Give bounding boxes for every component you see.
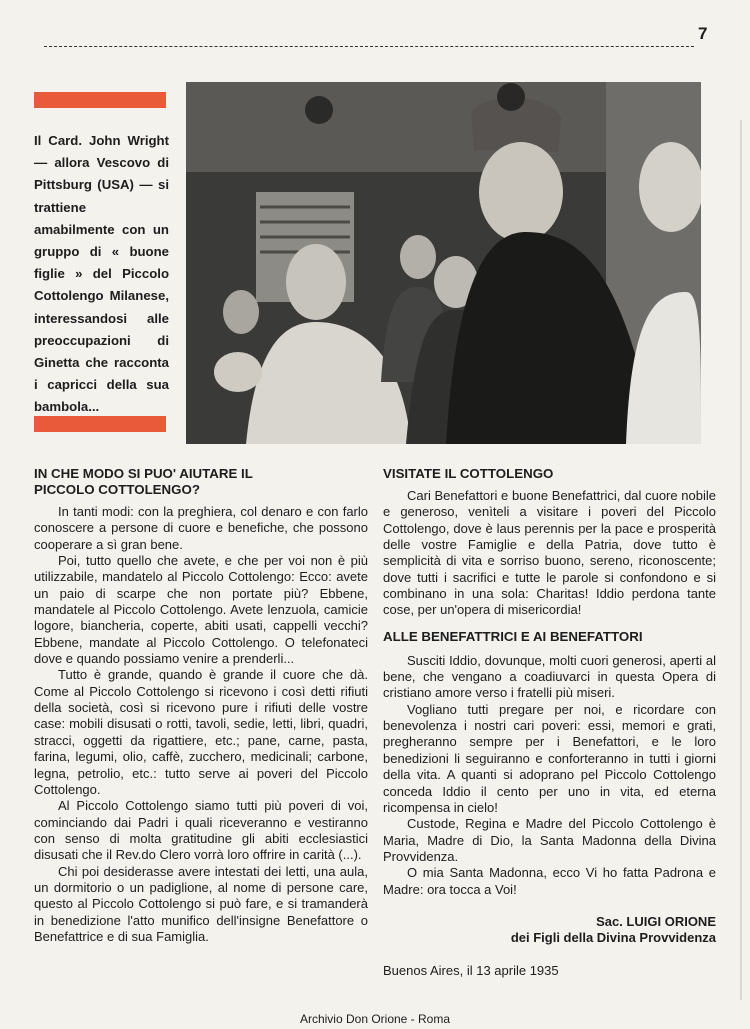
right-column xyxy=(383,466,716,979)
scan-margin xyxy=(740,120,742,1000)
right-heading-visit: VISITATE IL COTTOLENGO xyxy=(383,466,554,481)
place-date: Buenos Aires, il 13 aprile 1935 xyxy=(383,962,559,978)
left-paragraph: Chi poi desiderasse avere intestati dei letti, una aula, un dormitorio o un padiglione, al nome di persone care, questo al Piccolo Cottolengo si può fare, e si tramanderà in benedizione l'atto munifico dell'insigne Benefattore o Benefattrice e di sua Famiglia. xyxy=(34,863,368,944)
signature-name: Sac. LUIGI ORIONE xyxy=(596,913,716,929)
archive-footer: Archivio Don Orione - Roma xyxy=(299,1012,451,1026)
right-heading-benefactors: ALLE BENEFATTRICI E AI BENEFATTORI xyxy=(383,628,643,644)
photo xyxy=(186,82,701,444)
page-number: 7 xyxy=(698,24,708,43)
caption-bar-bottom xyxy=(34,416,166,432)
left-paragraph: Tutto è grande, quando è grande il cuore che dà. Come al Piccolo Cottolengo si ricevono i così detti rifiuti della società, così si ricevono pure i rifiuti delle vostre case: mobili disusati o rotti, tavoli, sedie, letti, libri, quadri, stracci, oggetti da rigattiere, etc.; pane, carne, pasta, farina, legumi, olio, caffè, zucchero, medicinali; carbone, legna, petrolio, etc.: tutto serve ai poveri del Piccolo Cottolengo. xyxy=(34,667,368,797)
caption-bar-top xyxy=(34,92,166,108)
left-heading: IN CHE MODO SI PUO' AIUTARE IL PICCOLO COTTOLENGO? xyxy=(34,466,253,497)
header-rule xyxy=(44,46,694,47)
signature-title: dei Figli della Divina Provvidenza xyxy=(510,930,716,946)
left-column xyxy=(34,466,368,945)
photo-illustration xyxy=(186,82,701,444)
photo-caption: Il Card. John Wright — allora Vescovo di Pittsburg (USA) — si trattiene amabilmente con un gruppo di « buone figlie » del Piccolo Cottolengo Milanese, interessandosi alle preoccupazioni di Ginetta che racconta i capricci della sua bambola... xyxy=(34,133,169,415)
left-paragraph: In tanti modi: con la preghiera, col denaro e con farlo conoscere a persone di cuore e benefiche, che possono cooperare a sì gran bene. xyxy=(34,504,368,552)
right-paragraph: O mia Santa Madonna, ecco Vi ho fatta Padrona e Madre: ora tocca a Voi! xyxy=(383,865,716,897)
right-paragraph: Custode, Regina e Madre del Piccolo Cottolengo è Maria, Madre di Dio, la Santa Madonna della Divina Provvidenza. xyxy=(383,816,716,864)
right-paragraph: Vogliano tutti pregare per noi, e ricordare con benevolenza i nostri cari poveri: essi, memori e grati, pregheranno sempre per i Benefattori, e le loro benedizioni li seguiranno e conforteranno in tutti i giorni della vita. A quanti si adoprano pel Piccolo Cottolengo conceda Iddio il cento per uno in vita, ed eterna ricompensa in cielo! xyxy=(383,701,716,815)
left-paragraph: Al Piccolo Cottolengo siamo tutti più poveri di voi, cominciando dai Padri i quali riceveranno e vestiranno con senso di molta gratitudine gli abiti ecclesiastici disusati che il Rev.do Clero vorrà loro offrire in carità (...). xyxy=(34,798,368,863)
left-paragraph: Poi, tutto quello che avete, e che per voi non è più utilizzabile, mandatelo al Piccolo Cottolengo: Ecco: avete un paio di scarpe che non portate più? Ebbene, mandatele al Piccolo Cottolengo. Avete lenzuola, camicie logore, biancheria, coperte, abiti usati, cappelli vecchi? Ebbene, mandate al Piccolo Cottolengo. O telefonateci dove e quando possiamo venire a prenderli... xyxy=(34,553,368,667)
right-paragraph: Cari Benefattori e buone Benefattrici, dal cuore nobile e generoso, venìteli a visitare i poveri del Piccolo Cottolengo, dove è laus perennis per la pace e prosperità delle vostre Famiglie e della Patria, dove tutto è semplicità di vita e sorriso buono, sereno, riconoscente; dove tutti i sacrifici e tutte le parole si confondono e si combinano in una sola: Charitas! Iddio perdona tante cose, per un'opera di misericordia! xyxy=(383,488,716,618)
right-paragraph: Susciti Iddio, dovunque, molti cuori generosi, aperti al bene, che vengano a coadiuvarci in questa Opera di cristiano amore verso i fratelli più miseri. xyxy=(383,652,716,701)
